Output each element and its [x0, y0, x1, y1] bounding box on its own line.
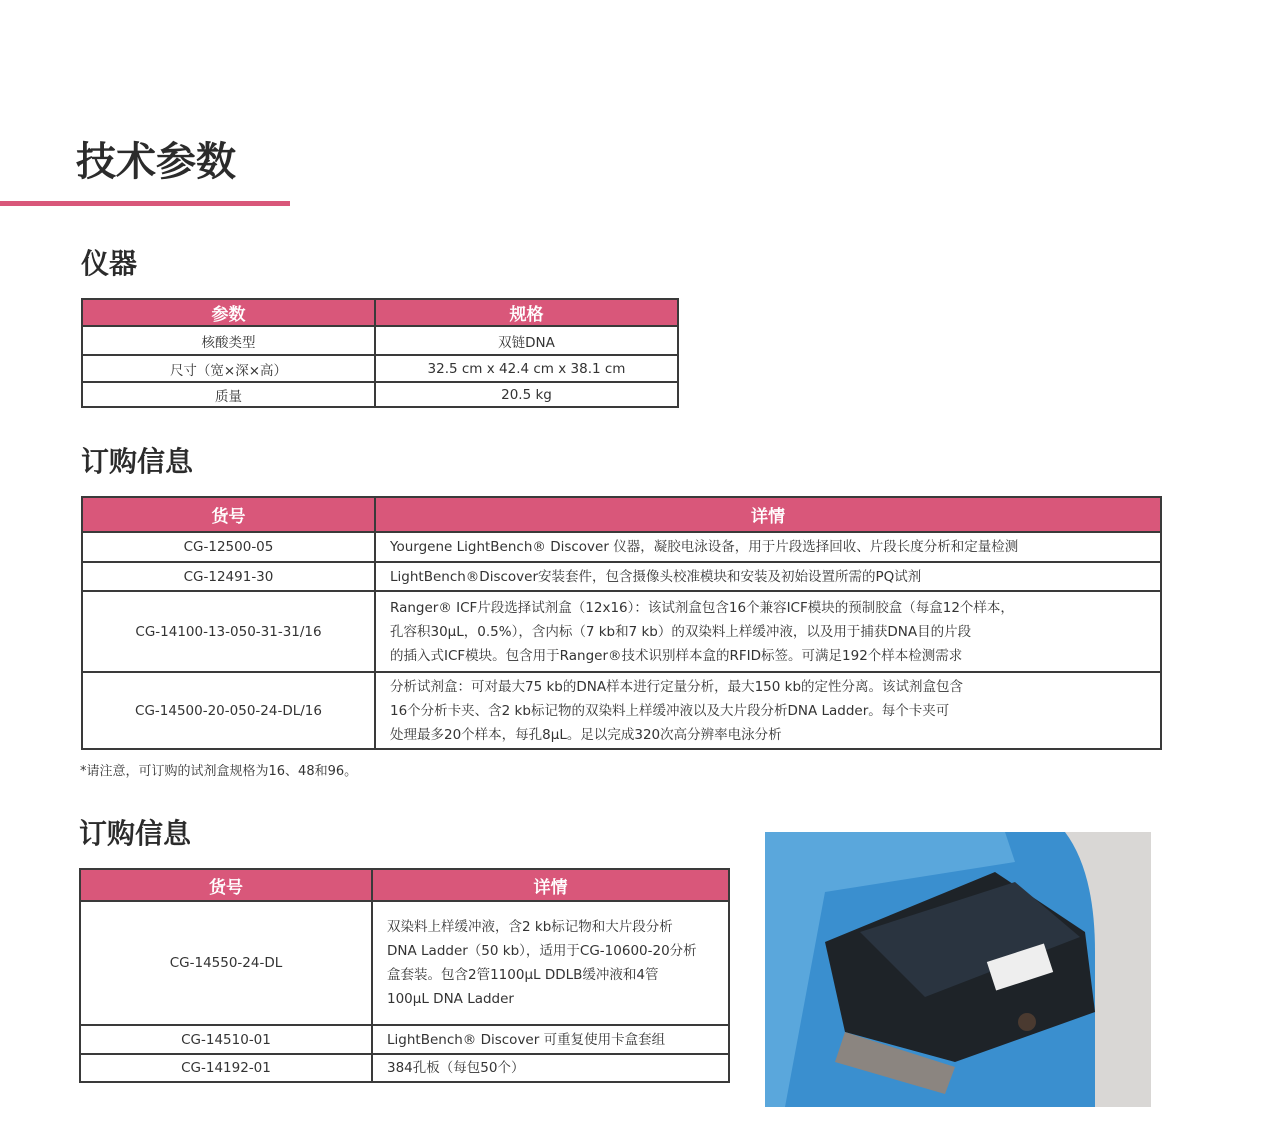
param-cell: 核酸类型	[82, 326, 375, 355]
code-cell: CG-14510-01	[80, 1025, 372, 1054]
table-header	[82, 497, 1161, 532]
detail-cell	[375, 562, 1161, 591]
detail-line: 处理最多20个样本，每孔8μL。足以完成320次高分辨率电泳分析	[390, 726, 782, 743]
table-row	[82, 672, 1161, 749]
table-row	[82, 382, 678, 407]
header-param: 参数	[82, 299, 375, 326]
detail-line: 100μL DNA Ladder	[387, 991, 514, 1007]
header-detail: 详情	[372, 869, 729, 901]
table-row	[80, 901, 729, 1025]
table-row	[82, 591, 1161, 672]
detail-cell	[375, 532, 1161, 562]
order-note: *请注意，可订购的试剂盒规格为16、48和96。	[80, 764, 358, 779]
detail-line: 孔容积30μL，0.5%），含内标（7 kb和7 kb）的双染料上样缓冲液，以及用于捕获DNA目的片段	[390, 623, 972, 640]
detail-cell	[375, 672, 1161, 749]
detail-line: LightBench® Discover 可重复使用卡盒套组	[387, 1031, 666, 1048]
detail-cell	[372, 1054, 729, 1082]
detail-cell	[372, 901, 729, 1025]
header-spec: 规格	[375, 299, 678, 326]
detail-line: Yourgene LightBench® Discover 仪器，凝胶电泳设备，用于片段选择回收、片段长度分析和定量检测	[390, 539, 1019, 555]
code-cell: CG-14192-01	[80, 1054, 372, 1082]
code-cell: CG-14100-13-050-31-31/16	[82, 591, 375, 672]
code-cell: CG-14500-20-050-24-DL/16	[82, 672, 375, 749]
param-cell: 尺寸（宽×深×高）	[82, 355, 375, 382]
table-row	[82, 355, 678, 382]
detail-line: 盒套装。包含2管1100μL DDLB缓冲液和4管	[387, 967, 659, 983]
table-row	[80, 1025, 729, 1054]
table-row	[82, 562, 1161, 591]
detail-line: 分析试剂盒：可对最大75 kb的DNA样本进行定量分析，最大150 kb的定性分离。该试剂盒包含	[390, 678, 964, 695]
title-underline	[0, 201, 290, 206]
detail-line: DNA Ladder（50 kb），适用于CG-10600-20分析	[387, 943, 697, 959]
header-code: 货号	[82, 497, 375, 532]
order-table-2	[79, 868, 730, 1083]
spec-cell: 双链DNA	[375, 326, 678, 355]
detail-cell	[372, 1025, 729, 1054]
table-row	[82, 532, 1161, 562]
header-code: 货号	[80, 869, 372, 901]
spec-cell: 20.5 kg	[375, 382, 678, 407]
code-cell: CG-14550-24-DL	[80, 901, 372, 1025]
instrument-heading: 仪器	[81, 247, 138, 280]
instrument-table	[81, 298, 679, 408]
product-photo	[765, 832, 1151, 1107]
code-cell: CG-12491-30	[82, 562, 375, 591]
page-title: 技术参数	[76, 139, 236, 185]
detail-line: Ranger® ICF片段选择试剂盒（12x16）：该试剂盒包含16个兼容ICF模块的预制胶盒（每盒12个样本，	[390, 599, 1014, 616]
table-header	[80, 869, 729, 901]
table-row	[80, 1054, 729, 1082]
table-header	[82, 299, 678, 326]
detail-line: 16个分析卡夹、含2 kb标记物的双染料上样缓冲液以及大片段分析DNA Ladder。每个卡夹可	[390, 702, 950, 719]
spec-cell: 32.5 cm x 42.4 cm x 38.1 cm	[375, 355, 678, 382]
detail-line: 的插入式ICF模块。包含用于Ranger®技术识别样本盒的RFID标签。可满足192个样本检测需求	[390, 647, 963, 664]
order-table-1	[81, 496, 1162, 750]
detail-line: LightBench®Discover安装套件，包含摄像头校准模块和安装及初始设置所需的PQ试剂	[390, 568, 922, 585]
order-heading-1: 订购信息	[81, 445, 194, 478]
detail-line: 384孔板（每包50个）	[387, 1060, 525, 1076]
table-row	[82, 326, 678, 355]
detail-cell	[375, 591, 1161, 672]
order-heading-2: 订购信息	[79, 817, 192, 850]
header-detail: 详情	[375, 497, 1161, 532]
detail-line: 双染料上样缓冲液，含2 kb标记物和大片段分析	[387, 919, 673, 935]
code-cell: CG-12500-05	[82, 532, 375, 562]
param-cell: 质量	[82, 382, 375, 407]
